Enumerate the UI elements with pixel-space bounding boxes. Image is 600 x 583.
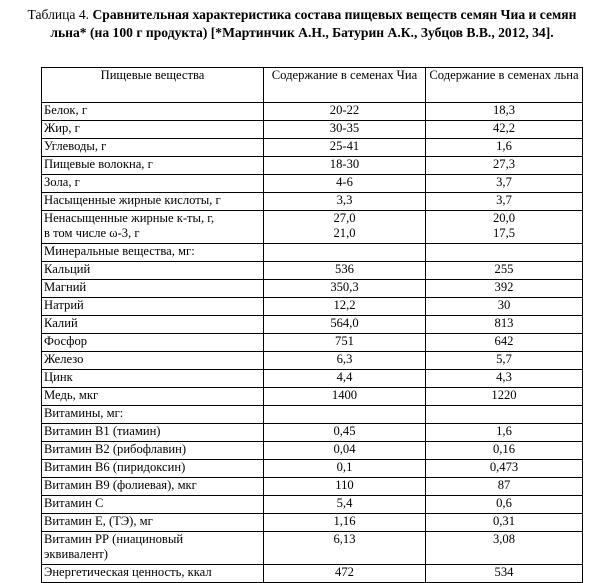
flax-value: 0,6	[426, 496, 583, 514]
nutrient-name: Белок, г	[42, 103, 264, 121]
caption-source: [*Мартинчик А.Н., Батурин А.К., Зубцов В.В., 2012, 34].	[207, 25, 554, 40]
nutrient-name: Железо	[42, 352, 264, 370]
flax-value: 255	[426, 262, 583, 280]
table-caption	[14, 6, 590, 42]
nutrient-name: Калий	[42, 316, 264, 334]
flax-value: 3,08	[426, 532, 583, 565]
section-label: Минеральные вещества, мг:	[42, 244, 264, 262]
flax-value	[426, 211, 583, 244]
caption-title: Сравнительная характеристика состава пищевых веществ семян Чиа и семян льна* (на 100 г продукта)	[50, 7, 577, 40]
chia-value: 4-6	[264, 175, 426, 193]
flax-value-line1: 20,0	[492, 211, 516, 225]
caption-prefix: Таблица 4.	[27, 7, 93, 22]
empty-cell	[264, 406, 426, 424]
flax-value: 642	[426, 334, 583, 352]
chia-value: 30-35	[264, 121, 426, 139]
section-label: Витамины, мг:	[42, 406, 264, 424]
table-row	[42, 103, 583, 121]
nutrient-name-line2: в том числе ω-3, г	[44, 226, 140, 240]
flax-value: 0,31	[426, 514, 583, 532]
chia-value: 1,16	[264, 514, 426, 532]
flax-value: 18,3	[426, 103, 583, 121]
nutrient-name: Витамин Е, (ТЭ), мг	[42, 514, 264, 532]
table-row	[42, 388, 583, 406]
table-row	[42, 175, 583, 193]
nutrient-name-line1: Витамин РР (ниациновый	[44, 532, 184, 546]
flax-value: 5,7	[426, 352, 583, 370]
chia-value: 6,3	[264, 352, 426, 370]
table-row	[42, 193, 583, 211]
flax-value: 4,3	[426, 370, 583, 388]
flax-value: 30	[426, 298, 583, 316]
chia-value: 0,04	[264, 442, 426, 460]
flax-value: 27,3	[426, 157, 583, 175]
table-row	[42, 121, 583, 139]
table-row	[42, 424, 583, 442]
flax-value: 392	[426, 280, 583, 298]
chia-value-line1: 27,0	[333, 211, 356, 225]
chia-value: 4,4	[264, 370, 426, 388]
nutrient-name: Энергетическая ценность, ккал	[42, 565, 264, 583]
nutrient-name-line2: эквивалент)	[44, 547, 109, 561]
table-row	[42, 262, 583, 280]
nutrient-name	[42, 532, 264, 565]
nutrient-name	[42, 211, 264, 244]
nutrient-name: Витамин С	[42, 496, 264, 514]
flax-value: 1220	[426, 388, 583, 406]
table-row	[42, 352, 583, 370]
flax-value: 3,7	[426, 175, 583, 193]
table-row	[42, 442, 583, 460]
table-row	[42, 298, 583, 316]
header-flax: Содержание в семенах льна	[426, 68, 583, 103]
nutrient-name: Витамин В1 (тиамин)	[42, 424, 264, 442]
chia-value: 12,2	[264, 298, 426, 316]
nutrient-name: Углеводы, г	[42, 139, 264, 157]
chia-value: 751	[264, 334, 426, 352]
table-row	[42, 478, 583, 496]
table-row	[42, 532, 583, 565]
nutrient-name: Кальций	[42, 262, 264, 280]
nutrient-name: Магний	[42, 280, 264, 298]
flax-value: 1,6	[426, 424, 583, 442]
nutrient-name: Натрий	[42, 298, 264, 316]
table-row	[42, 211, 583, 244]
nutrient-name: Зола, г	[42, 175, 264, 193]
header-chia: Содержание в семенах Чиа	[264, 68, 426, 103]
table-row	[42, 139, 583, 157]
table-row	[42, 460, 583, 478]
nutrient-name: Витамин В2 (рибофлавин)	[42, 442, 264, 460]
flax-value: 3,7	[426, 193, 583, 211]
flax-value: 87	[426, 478, 583, 496]
header-row	[42, 68, 583, 103]
chia-value: 20-22	[264, 103, 426, 121]
nutrient-name: Насыщенные жирные кислоты, г	[42, 193, 264, 211]
table-row	[42, 370, 583, 388]
flax-value: 0,473	[426, 460, 583, 478]
nutrient-name: Витамин В9 (фолиевая), мкг	[42, 478, 264, 496]
chia-value: 536	[264, 262, 426, 280]
chia-value: 18-30	[264, 157, 426, 175]
chia-value: 3,3	[264, 193, 426, 211]
table-row	[42, 334, 583, 352]
table-body	[42, 68, 583, 583]
flax-value: 1,6	[426, 139, 583, 157]
header-nutrient: Пищевые вещества	[42, 68, 264, 103]
table-row	[42, 496, 583, 514]
section-row	[42, 244, 583, 262]
nutrient-name: Цинк	[42, 370, 264, 388]
chia-value	[264, 211, 426, 244]
chia-value: 1400	[264, 388, 426, 406]
nutrient-name: Пищевые волокна, г	[42, 157, 264, 175]
empty-cell	[426, 244, 583, 262]
nutrient-name: Жир, г	[42, 121, 264, 139]
chia-value-line2: 21,0	[333, 226, 356, 240]
nutrient-name: Витамин В6 (пиридоксин)	[42, 460, 264, 478]
table-row	[42, 316, 583, 334]
nutrient-comparison-table	[41, 67, 583, 583]
table-row	[42, 280, 583, 298]
empty-cell	[426, 406, 583, 424]
chia-value: 0,1	[264, 460, 426, 478]
chia-value: 5,4	[264, 496, 426, 514]
chia-value: 564,0	[264, 316, 426, 334]
flax-value: 42,2	[426, 121, 583, 139]
section-row	[42, 406, 583, 424]
nutrient-name-line1: Ненасыщенные жирные к-ты, г,	[44, 211, 215, 225]
table-row	[42, 565, 583, 583]
table-row	[42, 157, 583, 175]
chia-value: 0,45	[264, 424, 426, 442]
table-row	[42, 514, 583, 532]
chia-value: 110	[264, 478, 426, 496]
chia-value: 472	[264, 565, 426, 583]
flax-value: 534	[426, 565, 583, 583]
flax-value: 0,16	[426, 442, 583, 460]
chia-value: 6,13	[264, 532, 426, 565]
nutrient-name: Фосфор	[42, 334, 264, 352]
flax-value: 813	[426, 316, 583, 334]
chia-value: 350,3	[264, 280, 426, 298]
chia-value: 25-41	[264, 139, 426, 157]
empty-cell	[264, 244, 426, 262]
flax-value-line2: 17,5	[492, 226, 516, 240]
nutrient-name: Медь, мкг	[42, 388, 264, 406]
